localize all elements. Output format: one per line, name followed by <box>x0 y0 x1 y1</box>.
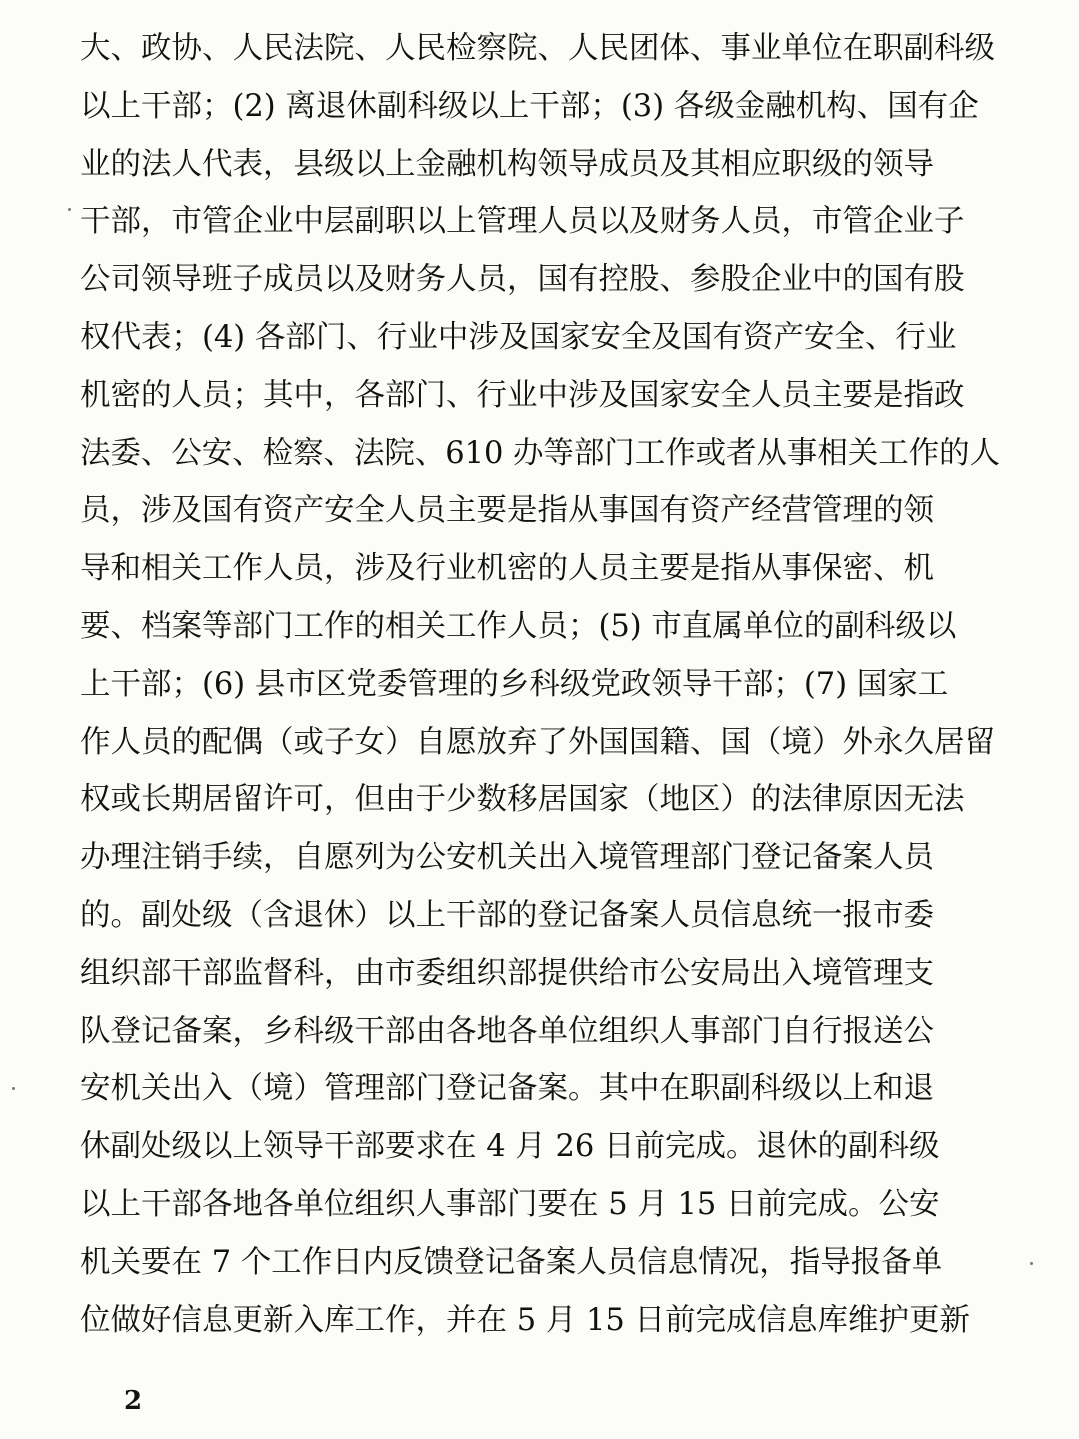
text-line-23: 位做好信息更新入库工作，并在 5 月 15 日前完成信息库维护更新 <box>80 1302 970 1338</box>
text-line-16: 的。副处级（含退休）以上干部的登记备案人员信息统一报市委 <box>80 897 934 933</box>
text-line-7: 机密的人员；其中，各部门、行业中涉及国家安全人员主要是指政 <box>80 377 965 413</box>
text-line-19: 安机关出入（境）管理部门登记备案。其中在职副科级以上和退 <box>80 1071 934 1107</box>
text-line-18: 队登记备案，乡科级干部由各地各单位组织人事部门自行报送公 <box>80 1013 934 1049</box>
text-line-15: 办理注销手续，自愿列为公安机关出入境管理部门登记备案人员 <box>80 840 934 876</box>
text-line-9: 员，涉及国有资产安全人员主要是指从事国有资产经营管理的领 <box>80 493 934 529</box>
text-line-2: 以上干部；(2) 离退休副科级以上干部；(3) 各级金融机构、国有企 <box>80 88 979 124</box>
scan-speck <box>68 208 71 211</box>
text-line-1: 大、政协、人民法院、人民检察院、人民团体、事业单位在职副科级 <box>80 31 995 66</box>
text-line-13: 作人员的配偶（或子女）自愿放弃了外国国籍、国（境）外永久居留 <box>80 724 995 760</box>
text-line-21: 以上干部各地各单位组织人事部门要在 5 月 15 日前完成。公安 <box>80 1186 940 1222</box>
text-line-5: 公司领导班子成员以及财务人员，国有控股、参股企业中的国有股 <box>80 262 965 298</box>
text-line-11: 要、档案等部门工作的相关工作人员；(5) 市直属单位的副科级以 <box>80 608 957 644</box>
text-line-8: 法委、公安、检察、法院、610 办等部门工作或者从事相关工作的人 <box>80 435 1000 471</box>
scan-speck <box>12 1087 15 1090</box>
body-text <box>80 20 1000 1349</box>
text-line-12: 上干部；(6) 县市区党委管理的乡科级党政领导干部；(7) 国家工 <box>80 666 949 702</box>
page-number: 2 <box>124 1386 143 1416</box>
text-line-14: 权或长期居留许可，但由于少数移居国家（地区）的法律原因无法 <box>80 782 965 818</box>
text-line-4: 干部，市管企业中层副职以上管理人员以及财务人员，市管企业子 <box>80 204 965 240</box>
text-line-22: 机关要在 7 个工作日内反馈登记备案人员信息情况，指导报备单 <box>80 1244 943 1280</box>
text-line-6: 权代表；(4) 各部门、行业中涉及国家安全及国有资产安全、行业 <box>80 319 957 355</box>
text-line-20: 休副处级以上领导干部要求在 4 月 26 日前完成。退休的副科级 <box>80 1129 940 1165</box>
text-line-3: 业的法人代表，县级以上金融机构领导成员及其相应职级的领导 <box>80 146 934 182</box>
scan-speck <box>1030 1262 1033 1265</box>
text-line-17: 组织部干部监督科，由市委组织部提供给市公安局出入境管理支 <box>80 955 934 991</box>
text-line-10: 导和相关工作人员，涉及行业机密的人员主要是指从事保密、机 <box>80 551 934 587</box>
